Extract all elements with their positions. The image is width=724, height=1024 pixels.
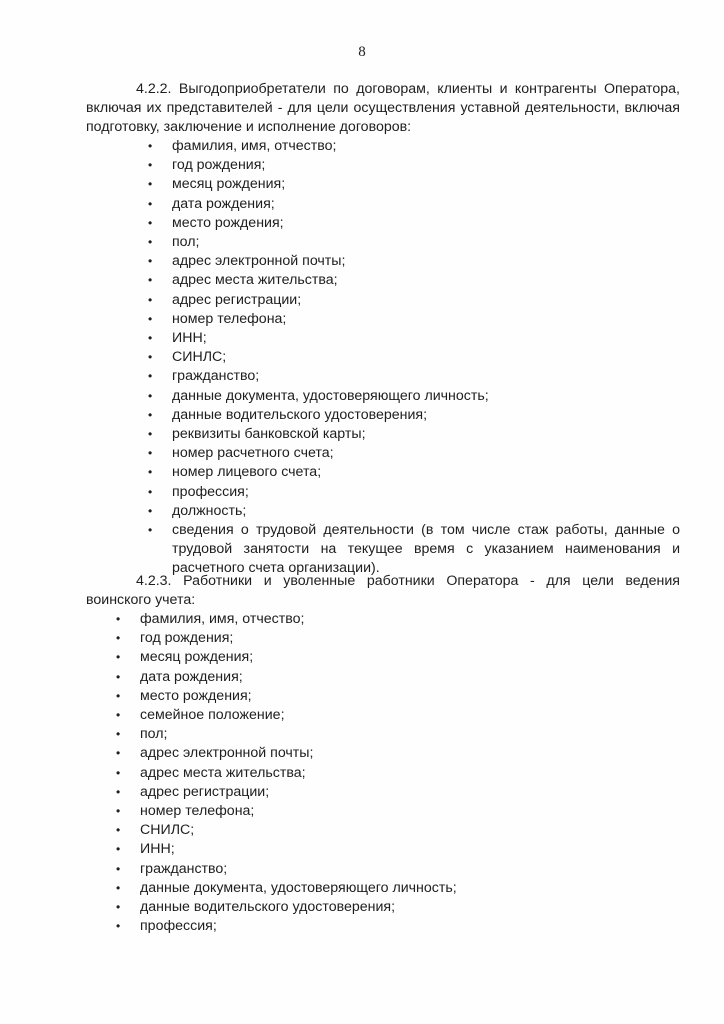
list-item-text: данные документа, удостоверяющего личность; <box>172 387 489 404</box>
list-item-text: место рождения; <box>140 687 252 704</box>
list-item-text: гражданство; <box>140 860 228 877</box>
list-item-text: номер телефона; <box>172 310 287 327</box>
bullet-icon: • <box>116 804 121 819</box>
list-item-text: данные документа, удостоверяющего личность; <box>140 879 457 896</box>
list-item-text: год рождения; <box>140 630 234 647</box>
list-item <box>116 879 680 898</box>
list-item <box>116 783 680 802</box>
bullet-icon: • <box>148 427 153 442</box>
list-item <box>148 252 680 271</box>
list-item-text: месяц рождения; <box>172 176 286 193</box>
bullet-icon: • <box>116 880 121 895</box>
list-item <box>148 271 680 290</box>
list-item-text: данные водительского удостоверения; <box>172 406 428 423</box>
bullet-icon: • <box>116 669 121 684</box>
bullet-icon: • <box>148 523 153 538</box>
bullet-icon: • <box>148 139 153 153</box>
list-item <box>116 706 680 725</box>
list-item <box>148 348 680 367</box>
bullet-icon: • <box>148 465 153 480</box>
page-number: 8 <box>358 44 366 60</box>
list-item <box>148 214 680 233</box>
list-item <box>148 291 680 310</box>
bullet-icon: • <box>148 235 153 250</box>
list-item-text: фамилия, имя, отчество; <box>172 138 337 154</box>
list-item-text: адрес места жительства; <box>172 272 338 289</box>
bullet-icon: • <box>116 650 121 665</box>
bullet-icon: • <box>148 311 153 326</box>
list-item-text: адрес регистрации; <box>140 783 270 800</box>
list-item-text: ИНН; <box>140 841 175 858</box>
section-4-2-3-text: Работники и уволенные работники Оператора - для цели ведения воинского учета: <box>86 573 680 609</box>
bullet-icon: • <box>116 746 121 761</box>
list-item-text: реквизиты банковской карты; <box>172 426 366 443</box>
bullet-icon: • <box>148 215 153 230</box>
bullet-icon: • <box>148 158 153 173</box>
list-item-text: место рождения; <box>172 214 284 231</box>
list-item <box>116 725 680 744</box>
bullet-icon: • <box>148 388 153 403</box>
bullet-icon: • <box>116 919 121 934</box>
list-item <box>116 802 680 821</box>
list-item-text: год рождения; <box>172 157 266 174</box>
list-item <box>116 687 680 706</box>
list-item <box>116 610 680 629</box>
bullet-icon: • <box>148 254 153 269</box>
list-item <box>148 483 680 502</box>
list-item-text: профессия; <box>172 483 249 500</box>
list-item <box>148 521 680 579</box>
list-item <box>116 668 680 687</box>
bullet-icon: • <box>148 350 153 365</box>
list-item-text: месяц рождения; <box>140 649 254 666</box>
list-item <box>148 329 680 348</box>
bullet-icon: • <box>116 861 121 876</box>
bullet-icon: • <box>148 369 153 384</box>
list-item-text: адрес электронной почты; <box>172 253 346 270</box>
list-item-text: дата рождения; <box>172 195 275 212</box>
list-item <box>116 860 680 879</box>
list-item-text: СИНЛС; <box>172 349 227 366</box>
bullet-icon: • <box>116 842 121 857</box>
list-item <box>148 137 680 156</box>
list-item-text: пол; <box>172 234 200 251</box>
list-item <box>148 233 680 252</box>
section-4-2-3-number: 4.2.3. <box>136 573 172 589</box>
bullet-icon: • <box>148 273 153 288</box>
bullet-icon: • <box>148 503 153 518</box>
bullet-icon: • <box>116 823 121 838</box>
bullet-icon: • <box>116 631 121 646</box>
list-item-text: должность; <box>172 502 247 519</box>
bullet-icon: • <box>116 708 121 723</box>
list-item <box>148 175 680 194</box>
list-item <box>148 387 680 406</box>
section-4-2-3-paragraph <box>86 572 680 610</box>
list-item-text: профессия; <box>140 918 217 935</box>
bullet-icon: • <box>116 765 121 780</box>
list-item-text: данные водительского удостоверения; <box>140 899 396 916</box>
list-item-text: дата рождения; <box>140 668 243 685</box>
list-item <box>148 310 680 329</box>
bullet-icon: • <box>116 688 121 703</box>
list-item <box>116 648 680 667</box>
list-item-text: сведения о трудовой деятельности (в том числе стаж работы, данные о трудовой занятости на текущее время с указанием наименования и расчетного счета организации). <box>172 522 680 577</box>
list-item-text: адрес места жительства; <box>140 764 306 781</box>
list-item-text: фамилия, имя, отчество; <box>140 611 305 627</box>
bullet-icon: • <box>116 900 121 915</box>
list-item-text: СНИЛС; <box>140 822 195 839</box>
bullet-icon: • <box>116 784 121 799</box>
list-item <box>148 367 680 386</box>
list-item <box>148 425 680 444</box>
list-item-text: номер лицевого счета; <box>172 464 322 481</box>
bullet-icon: • <box>148 196 153 211</box>
list-item <box>116 898 680 917</box>
list-item-text: пол; <box>140 726 168 743</box>
bullet-icon: • <box>148 484 153 499</box>
bullet-icon: • <box>148 446 153 461</box>
list-item-text: номер телефона; <box>140 803 255 820</box>
section-4-2-2-list <box>148 137 680 579</box>
bullet-icon: • <box>148 292 153 307</box>
section-4-2-2-text: Выгодоприобретатели по договорам, клиенты и контрагенты Оператора, включая их представителей - для цели осуществления уставной деятельности, включая подготовку, заключение и исполнение договоров: <box>86 81 680 136</box>
list-item <box>116 840 680 859</box>
section-4-2-2-paragraph <box>86 80 680 138</box>
list-item <box>116 917 680 936</box>
list-item-text: семейное положение; <box>140 707 285 724</box>
bullet-icon: • <box>148 407 153 422</box>
section-4-2-2-number: 4.2.2. <box>136 81 172 97</box>
list-item <box>116 821 680 840</box>
list-item <box>116 744 680 763</box>
list-item-text: адрес электронной почты; <box>140 745 314 762</box>
bullet-icon: • <box>148 331 153 346</box>
list-item-text: ИНН; <box>172 330 207 347</box>
list-item <box>148 463 680 482</box>
list-item <box>116 764 680 783</box>
list-item <box>148 156 680 175</box>
list-item <box>148 444 680 463</box>
bullet-icon: • <box>116 727 121 742</box>
list-item-text: адрес регистрации; <box>172 291 302 308</box>
list-item-text: номер расчетного счета; <box>172 445 334 462</box>
bullet-icon: • <box>116 612 121 626</box>
list-item <box>116 629 680 648</box>
list-item <box>148 406 680 425</box>
list-item <box>148 195 680 214</box>
list-item <box>148 502 680 521</box>
list-item-text: гражданство; <box>172 368 260 385</box>
bullet-icon: • <box>148 177 153 192</box>
section-4-2-3-list <box>116 610 680 936</box>
